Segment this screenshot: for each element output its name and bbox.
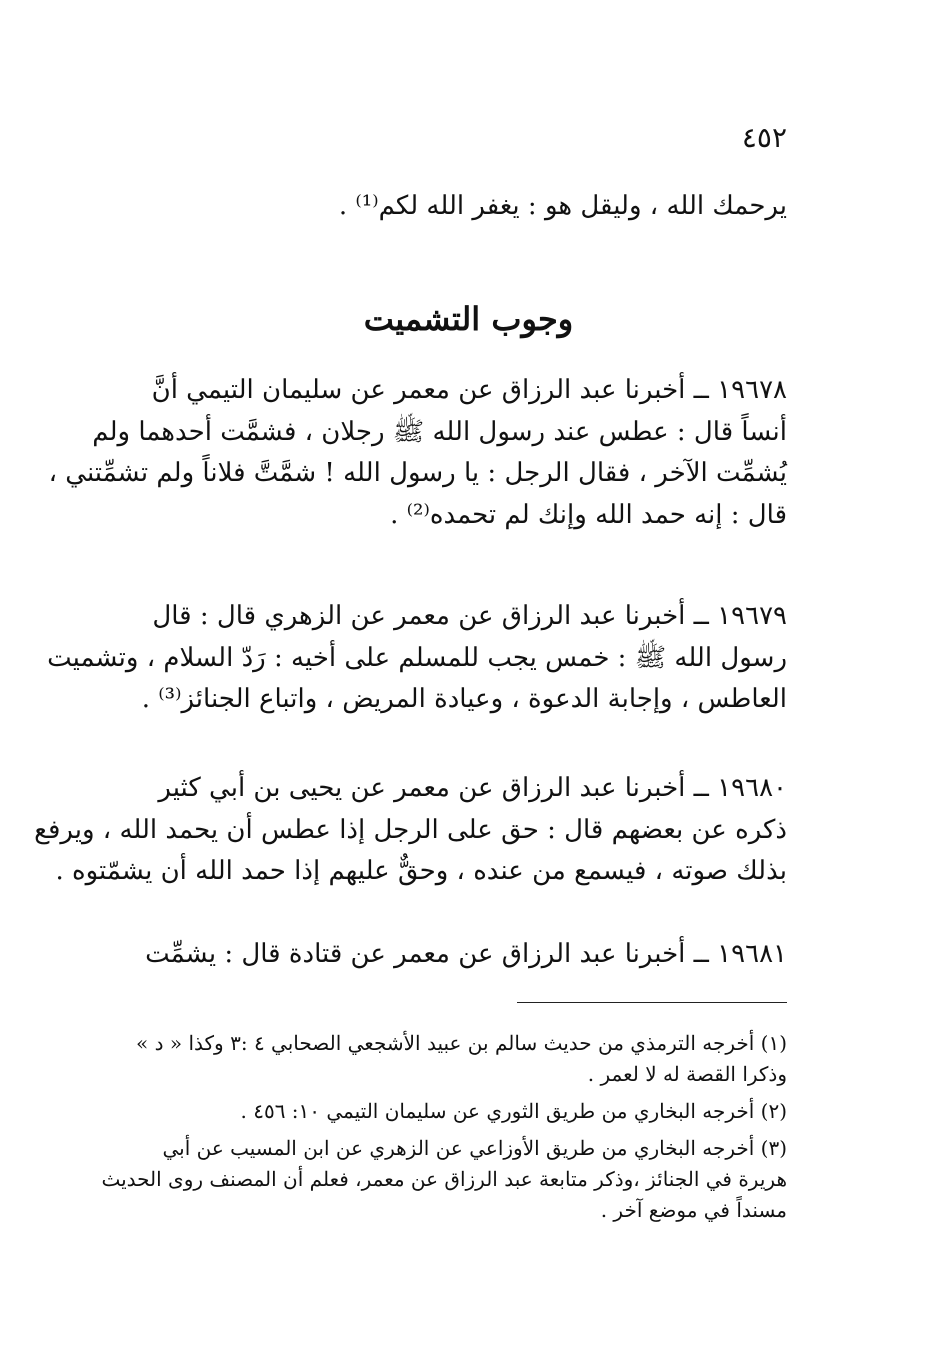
hadith-paragraph-19680: [34, 768, 787, 893]
footnotes: [101, 1028, 787, 1232]
hadith-paragraph-19679: [47, 596, 787, 721]
section-title: وجوب التشميت: [363, 300, 574, 338]
footnote-3: [101, 1133, 787, 1226]
text-line: ١٩٦٨٠ ــ أخبرنا عبد الرزاق عن معمر عن يحيى بن أبي كثير: [158, 773, 787, 803]
text-line: يرحمك الله ، وليقل هو : يغفر الله لكم⁽¹⁾ .: [338, 191, 787, 221]
text-line: ١٩٦٨١ ــ أخبرنا عبد الرزاق عن معمر عن قتادة قال : يشمِّت: [145, 939, 787, 969]
footnote-line: (٣) أخرجه البخاري من طريق الأوزاعي عن الزهري عن ابن المسيب عن أبي: [162, 1136, 787, 1160]
footnote-divider: [517, 1002, 787, 1003]
text-line: بذلك صوته ، فيسمع من عنده ، وحقٌّ عليهم إذا حمد الله أن يشمّتوه .: [55, 856, 787, 887]
text-line: ١٩٦٧٩ ــ أخبرنا عبد الرزاق عن معمر عن الزهري قال : قال: [152, 601, 787, 631]
footnote-line: (١) أخرجه الترمذي من حديث سالم بن عبيد الأشجعي الصحابي ٤ :٣ وكذا « د »: [136, 1031, 787, 1055]
continuation-line: [117, 186, 787, 228]
footnote-1: [117, 1028, 787, 1090]
page-number: ٤٥٢: [741, 121, 787, 154]
text-line: ١٩٦٧٨ ــ أخبرنا عبد الرزاق عن معمر عن سليمان التيمي أنَّ: [151, 375, 787, 405]
hadith-paragraph-19678: [48, 370, 787, 536]
text-line: رسول الله ﷺ : خمس يجب للمسلم على أخيه : رَدّ السلام ، وتشميت: [47, 642, 787, 673]
footnote-line: هريرة في الجنائز ،وذكر متابعة عبد الرزاق عن معمر، فعلم أن المصنف روى الحديث: [101, 1167, 787, 1191]
footnote-line: وذكرا القصة له لا لعمر .: [587, 1062, 787, 1086]
hadith-paragraph-19681: [117, 934, 787, 976]
footnote-line: مسنداً في موضع آخر .: [600, 1198, 787, 1222]
text-line: قال : إنه حمد الله وإنك لم تحمده⁽²⁾ .: [390, 499, 787, 530]
text-line: العاطس ، وإجابة الدعوة ، وعيادة المريض ، واتباع الجنائز⁽³⁾ .: [141, 684, 787, 715]
text-line: يُشمِّت الآخر ، فقال الرجل : يا رسول الله ! شمَّتَّ فلاناً ولم تشمِّتني ،: [48, 458, 787, 489]
text-line: ذكره عن بعضهم قال : حق على الرجل إذا عطس أن يحمد الله ، ويرفع: [34, 814, 787, 845]
text-line: أنساً قال : عطس عند رسول الله ﷺ رجلان ، فشمَّت أحدهما ولم: [92, 416, 787, 447]
footnote-2: [117, 1096, 787, 1127]
footnote-line: (٢) أخرجه البخاري من طريق الثوري عن سليمان التيمي ١٠: ٤٥٦ .: [240, 1099, 787, 1123]
